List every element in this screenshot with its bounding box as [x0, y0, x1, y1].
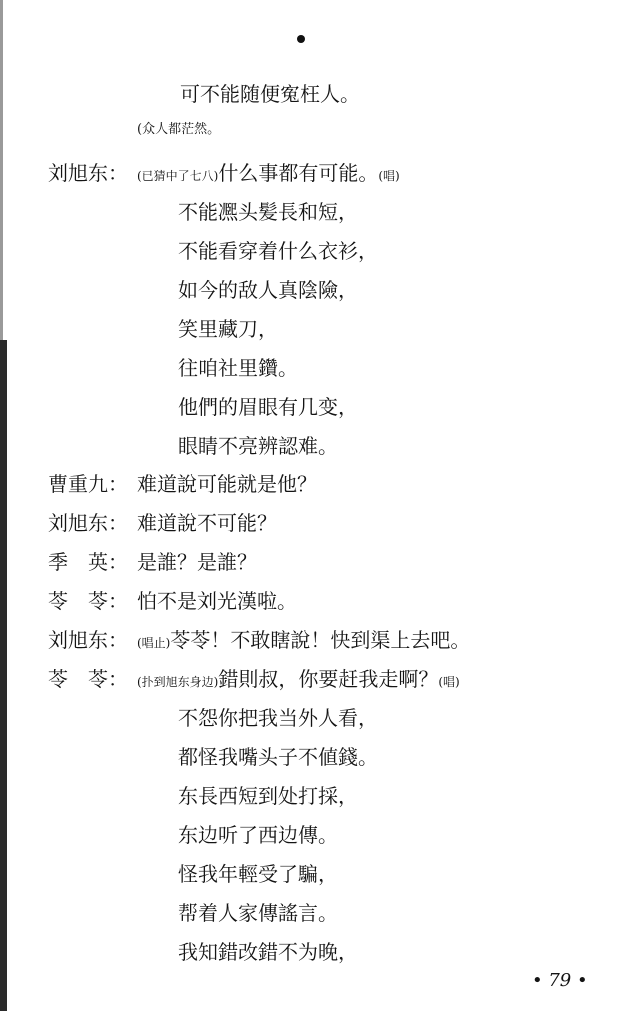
stage-direction: (众人都茫然。: [137, 122, 221, 137]
verse-line: 不能凞头髪長和短，: [178, 200, 358, 224]
verse-line: 可不能随便寃枉人。: [180, 82, 360, 106]
verse-line: 帮着人家傳謠言。: [178, 901, 338, 925]
speaker-name: 季 英：: [48, 550, 128, 574]
ink-dot: [297, 35, 305, 43]
verse-line: 我知錯改錯不为晚，: [178, 940, 358, 964]
speech-text: 錯則叔，你要赶我走啊？: [218, 667, 439, 691]
verse-line: 东長西短到处打採，: [178, 784, 358, 808]
page-number: • 79 •: [532, 970, 588, 991]
speaker-name: 刘旭东：: [48, 628, 128, 652]
verse-line: 笑里藏刀，: [178, 317, 278, 341]
verse-line: 如今的敌人真陰險，: [178, 278, 358, 302]
stage-direction: (唱): [438, 675, 460, 689]
verse-line: 往咱社里鑽。: [178, 356, 298, 380]
verse-line: 眼睛不亮辨認难。: [178, 434, 338, 458]
speech-line: [137, 628, 470, 655]
speaker-name: 刘旭东：: [48, 511, 128, 535]
verse-line: 他們的眉眼有几变，: [178, 395, 358, 419]
stage-direction: (唱): [378, 169, 400, 183]
page-edge-shadow-top: [0, 0, 3, 340]
speech-line: [137, 667, 460, 694]
speaker-name: 苓 苓：: [48, 589, 128, 613]
verse-line: 不怨你把我当外人看，: [178, 706, 378, 730]
speech-text: 怕不是刘光漢啦。: [137, 589, 297, 613]
speech-text: 什么事都有可能。: [218, 161, 379, 185]
stage-direction: (唱止): [137, 636, 171, 650]
page-edge-shadow: [0, 340, 7, 1011]
speaker-name: 曹重九：: [48, 472, 128, 496]
speech-line: [137, 161, 400, 188]
verse-line: 怪我年輕受了騙，: [178, 862, 338, 886]
stage-direction: (扑到旭东身边): [137, 675, 219, 689]
verse-line: 不能看穿着什么衣衫，: [178, 239, 378, 263]
speech-text: 是誰？是誰？: [137, 550, 257, 574]
speaker-name: 刘旭东：: [48, 161, 128, 185]
speech-text: 难道說可能就是他？: [137, 472, 317, 496]
speech-text: 难道說不可能？: [137, 511, 277, 535]
speech-text: 苓苓！不敢瞎說！快到渠上去吧。: [170, 628, 471, 652]
stage-direction: (已猜中了七八): [137, 169, 219, 183]
verse-line: 都怪我嘴头子不値錢。: [178, 745, 378, 769]
verse-line: 东边听了西边傳。: [178, 823, 338, 847]
speaker-name: 苓 苓：: [48, 667, 128, 691]
